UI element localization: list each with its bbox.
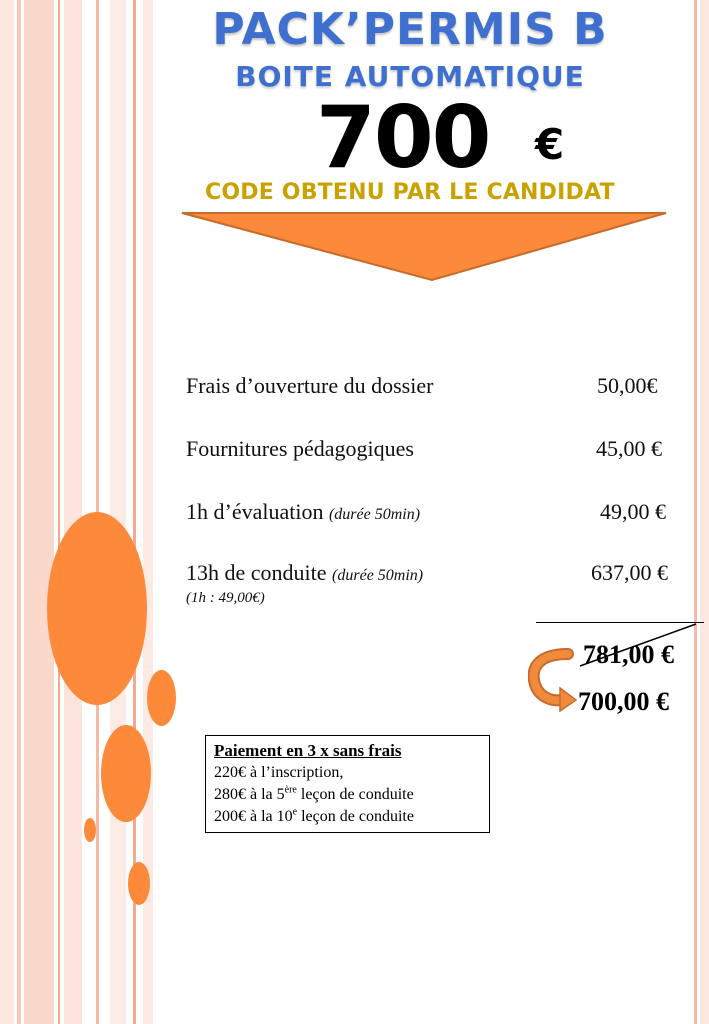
item-label-dossier: Frais d’ouverture du dossier	[186, 373, 434, 398]
item-value-evaluation: 49,00 €	[600, 499, 666, 524]
page-subtitle: BOITE AUTOMATIQUE	[235, 60, 585, 93]
old-total: 781,00 €	[583, 640, 674, 669]
item-note-conduite: (durée 50min)	[332, 567, 424, 584]
curved-arrow-icon	[528, 648, 584, 712]
payment-line-2: 280€ à la 5ère leçon de conduite	[214, 784, 414, 803]
item-label-fournitures: Fournitures pédagogiques	[186, 436, 414, 461]
payment-line-3: 200€ à la 10e leçon de conduite	[214, 806, 414, 825]
payment-title: Paiement en 3 x sans frais	[214, 741, 402, 760]
item-value-dossier: 50,00€	[597, 373, 658, 398]
decorative-circle-large	[47, 512, 147, 705]
code-condition: CODE OBTENU PAR LE CANDIDAT	[205, 180, 615, 205]
page-title: PACK’PERMIS B	[212, 4, 608, 55]
down-arrow-icon	[180, 210, 670, 285]
item-label-conduite: 13h de conduite (durée 50min)	[186, 560, 424, 585]
item-value-conduite: 637,00 €	[591, 560, 668, 585]
payment-info-box	[205, 735, 490, 833]
payment-line-1: 220€ à l’inscription,	[214, 764, 344, 781]
price-currency: €	[535, 120, 565, 169]
decorative-circle-medium	[101, 725, 151, 822]
decorative-circle-small-2	[128, 862, 150, 905]
new-total: 700,00 €	[578, 687, 669, 716]
item-note-evaluation: (durée 50min)	[328, 506, 421, 523]
hourly-rate-note: (1h : 49,00€)	[186, 590, 265, 606]
price-amount: 700	[316, 88, 490, 188]
decorative-circle-tiny	[84, 818, 96, 842]
decorative-circle-small	[147, 670, 176, 726]
item-value-fournitures: 45,00 €	[596, 436, 662, 461]
item-label-evaluation: 1h d’évaluation (durée 50min)	[186, 499, 421, 524]
